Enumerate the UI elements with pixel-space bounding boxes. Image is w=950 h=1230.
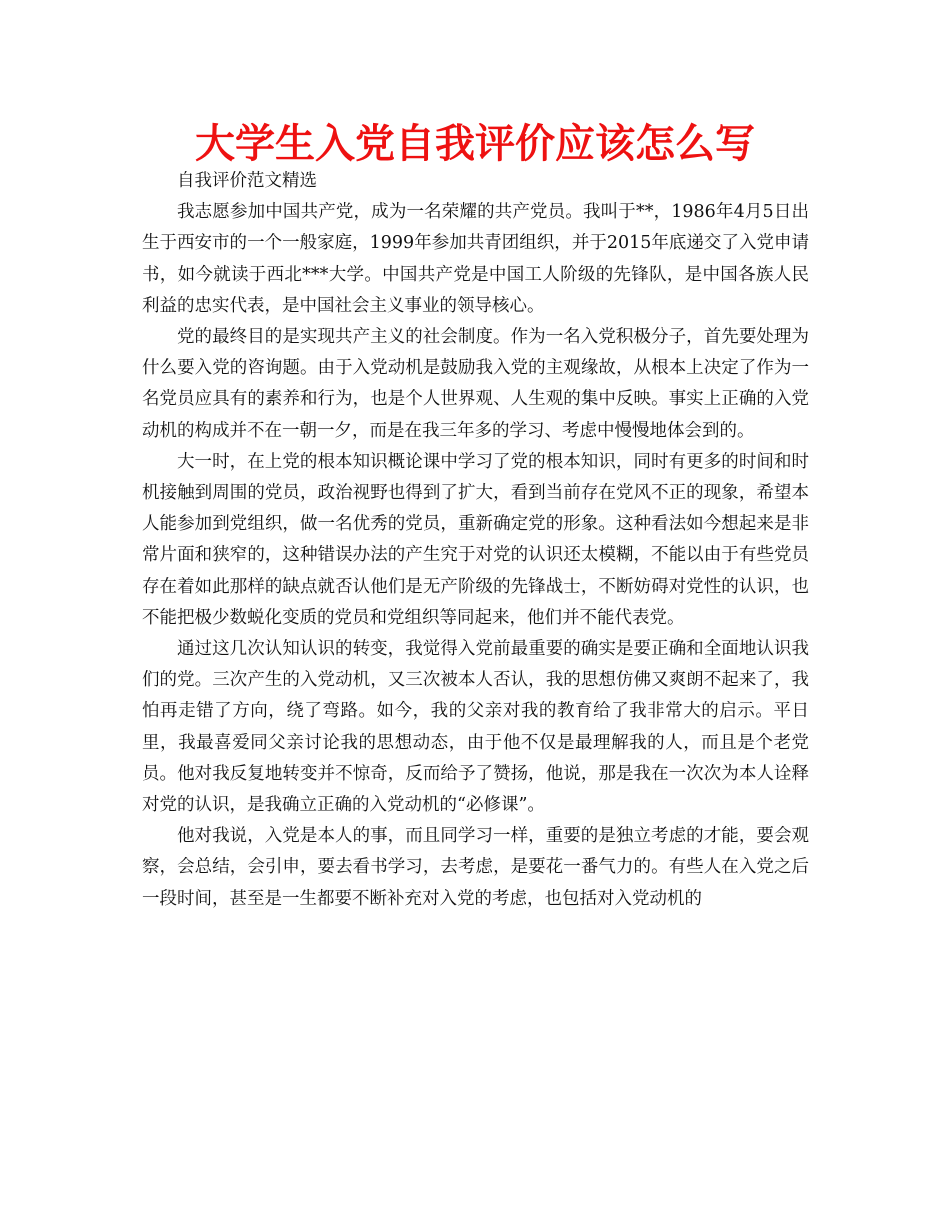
document-subtitle: 自我评价范文精选 — [177, 171, 317, 191]
paragraph-4: 通过这几次认知认识的转变，我觉得入党前最重要的确实是要正确和全面地认识我们的党。三次产生的入党动机，又三次被本人否认，我的思想仿佛又爽朗不起来了，我怕再走错了方向，绕了弯路。如今，我的父亲对我的教育给了我非常大的启示。平日里，我最喜爱同父亲讨论我的思想动态，由于他不仅是最理解我的人，而且是个老党员。他对我反复地转变并不惊奇，反而给予了赞扬，他说，那是我在一次次为本人诠释对党的认识，是我确立正确的入党动机的“必修课”。 — [142, 639, 809, 816]
document-title: 大学生入党自我评价应该怎么写 — [195, 121, 755, 167]
paragraph-5: 他对我说，入党是本人的事，而且同学习一样，重要的是独立考虑的才能，要会观察，会总结，会引申，要去看书学习，去考虑，是要花一番气力的。有些人在入党之后一段时间，甚至是一生都要不断补充对入党的考虑，也包括对入党动机的 — [142, 826, 809, 909]
paragraph-2: 党的最终目的是实现共产主义的社会制度。作为一名入党积极分子，首先要处理为什么要入党的咨询题。由于入党动机是鼓励我入党的主观缘故，从根本上决定了作为一名党员应具有的素养和行为，也是个人世界观、人生观的集中反映。事实上正确的入党动机的构成并不在一朝一夕，而是在我三年多的学习、考虑中慢慢地体会到的。 — [142, 327, 809, 441]
paragraph-3: 大一时，在上党的根本知识概论课中学习了党的根本知识，同时有更多的时间和时机接触到周围的党员，政治视野也得到了扩大，看到当前存在党风不正的现象，希望本人能参加到党组织，做一名优秀的党员，重新确定党的形象。这种看法如今想起来是非常片面和狭窄的，这种错误办法的产生究于对党的认识还太模糊，不能以由于有些党员存在着如此那样的缺点就否认他们是无产阶级的先锋战士，不断妨碍对党性的认识，也不能把极少数蜕化变质的党员和党组织等同起来，他们并不能代表党。 — [142, 451, 809, 628]
document-body — [142, 166, 809, 915]
paragraph-1: 我志愿参加中国共产党，成为一名荣耀的共产党员。我叫于**，1986年4月5日出生于西安市的一个一般家庭，1999年参加共青团组织，并于2015年底递交了入党申请书，如今就读于西北***大学。中国共产党是中国工人阶级的先锋队，是中国各族人民利益的忠实代表，是中国社会主义事业的领导核心。 — [142, 202, 809, 316]
